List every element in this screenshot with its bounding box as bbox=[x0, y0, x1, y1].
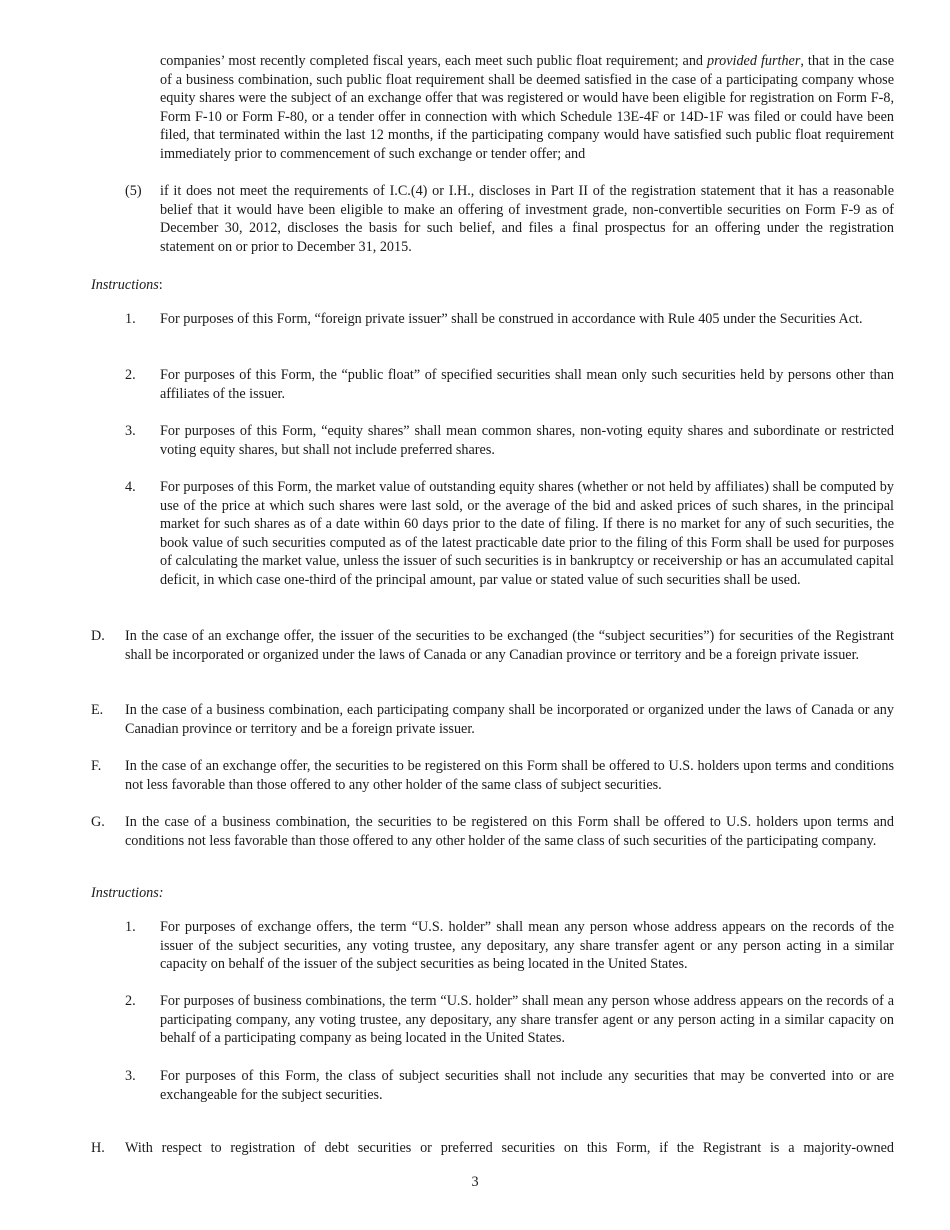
section-e bbox=[91, 701, 894, 738]
section-letter: E. bbox=[91, 702, 104, 718]
section-letter: F. bbox=[91, 758, 102, 774]
instruction-number: 3. bbox=[125, 423, 136, 439]
section-text: In the case of a business combination, each participating company shall be incorporated or organized under the laws of Canada or any Canadian province or territory and be a foreign private issuer. bbox=[125, 702, 894, 737]
instruction-c-item-3 bbox=[125, 422, 894, 459]
section-letter: H. bbox=[91, 1140, 105, 1156]
instruction-c-item-2 bbox=[125, 366, 894, 403]
instruction-g-item-1 bbox=[125, 918, 894, 974]
instruction-number: 2. bbox=[125, 367, 136, 383]
section-text: In the case of an exchange offer, the securities to be registered on this Form shall be offered to U.S. holders upon terms and conditions not less favorable than those offered to any other holder of the same class of subject securities. bbox=[125, 758, 894, 793]
instruction-text: For purposes of this Form, the class of subject securities shall not include any securities that may be converted into or are exchangeable for the subject securities. bbox=[160, 1068, 894, 1103]
continuation-italic-phrase: provided further bbox=[707, 53, 801, 69]
section-letter: D. bbox=[91, 628, 105, 644]
instruction-number: 2. bbox=[125, 993, 136, 1009]
instruction-number: 1. bbox=[125, 311, 136, 327]
instructions-heading-c-colon: : bbox=[158, 277, 163, 293]
instruction-text: For purposes of this Form, “equity shares” shall mean common shares, non-voting equity shares and subordinate or restricted voting equity shares, but shall not include preferred shares. bbox=[160, 423, 894, 458]
instructions-heading-c-text: Instructions bbox=[91, 277, 159, 293]
continuation-text-start: companies’ most recently completed fiscal years, each meet such public float requirement; and bbox=[160, 53, 708, 69]
section-f bbox=[91, 757, 894, 794]
instruction-g-item-2 bbox=[125, 992, 894, 1048]
section-text: With respect to registration of debt securities or preferred securities on this Form, if the Registrant is a majority-owned bbox=[125, 1140, 894, 1156]
instructions-heading-g: Instructions: bbox=[91, 885, 164, 901]
instruction-text: For purposes of this Form, the market value of outstanding equity shares (whether or not held by affiliates) shall be computed by use of the price at which such shares were last sold, or the average of the bid and asked prices of such shares, in the principal market for such shares as of a date within 60 days prior to the date of filing. If there is no market for any of such securities, the book value of such securities computed as of the latest practicable date prior to the filing of this Form shall be used for purposes of calculating the market value, unless the issuer of such securities is in bankruptcy or receivership or has an accumulated capital deficit, in which case one-third of the principal amount, par value or stated value of such securities shall be used. bbox=[160, 479, 894, 588]
instruction-number: 3. bbox=[125, 1068, 136, 1084]
instruction-text: For purposes of exchange offers, the term “U.S. holder” shall mean any person whose address appears on the records of the issuer of the subject securities, any voting trustee, any depositary, any share transfer agent or any person acting in a similar capacity on behalf of the issuer of the subject securities as being located in the United States. bbox=[160, 919, 894, 973]
continuation-paragraph bbox=[160, 52, 894, 164]
instruction-text: For purposes of this Form, “foreign private issuer” shall be construed in accordance with Rule 405 under the Securities Act. bbox=[160, 311, 863, 327]
item-5 bbox=[125, 182, 894, 256]
item-5-number: (5) bbox=[125, 183, 142, 199]
section-letter: G. bbox=[91, 814, 105, 830]
page-number: 3 bbox=[471, 1174, 479, 1190]
instruction-c-item-1 bbox=[125, 310, 894, 329]
instruction-c-item-4 bbox=[125, 478, 894, 590]
section-g bbox=[91, 813, 894, 850]
section-h bbox=[91, 1139, 894, 1158]
instruction-g-item-3 bbox=[125, 1067, 894, 1104]
item-5-text: if it does not meet the requirements of I.C.(4) or I.H., discloses in Part II of the registration statement that it has a reasonable belief that it would have been eligible to make an offering of investment grade, non-convertible securities on Form F-9 as of December 30, 2012, discloses the basis for such belief, and files a final prospectus for an offering under the registration statement on or prior to December 31, 2015. bbox=[160, 183, 894, 255]
section-text: In the case of a business combination, the securities to be registered on this Form shall be offered to U.S. holders upon terms and conditions not less favorable than those offered to any other holder of the same class of such securities of the participating company. bbox=[125, 814, 894, 849]
instruction-text: For purposes of this Form, the “public float” of specified securities shall mean only such securities held by persons other than affiliates of the issuer. bbox=[160, 367, 894, 402]
instructions-heading-c bbox=[91, 276, 163, 295]
continuation-text-end: , that in the case of a business combination, such public float requirement shall be deemed satisfied in the case of a participating company whose equity shares were the subject of an exchange offer that was registered or would have been eligible for registration on Form F-8, Form F-10 or Form F-80, or a tender offer in connection with which Schedule 13E-4F or 14D-1F was filed or could have been filed, that terminated within the last 12 months, if the participating company would have satisfied such public float requirement immediately prior to commencement of such exchange or tender offer; and bbox=[160, 53, 894, 162]
instruction-number: 1. bbox=[125, 919, 136, 935]
section-text: In the case of an exchange offer, the issuer of the securities to be exchanged (the “subject securities”) for securities of the Registrant shall be incorporated or organized under the laws of Canada or any Canadian province or territory and be a foreign private issuer. bbox=[125, 628, 894, 663]
instruction-text: For purposes of business combinations, the term “U.S. holder” shall mean any person whose address appears on the records of a participating company, any voting trustee, any depositary, any share transfer agent or any person acting in a similar capacity on behalf of a participating company as being located in the United States. bbox=[160, 993, 894, 1047]
instruction-number: 4. bbox=[125, 479, 136, 495]
section-d bbox=[91, 627, 894, 664]
